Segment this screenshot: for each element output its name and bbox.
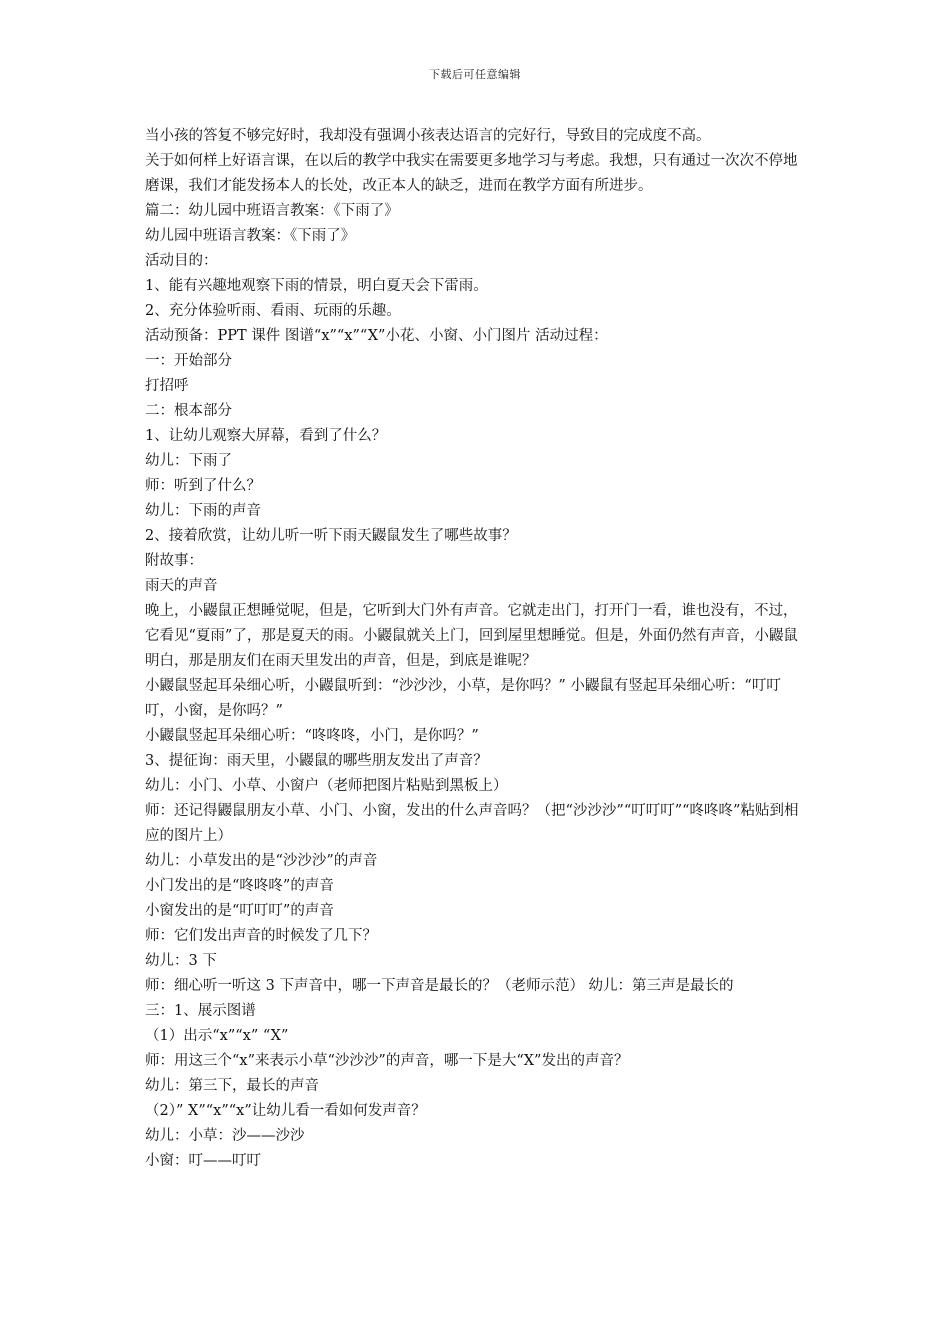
paragraph: 关于如何样上好语言课，在以后的教学中我实在需要更多地学习与考虑。我想，只有通过一次次不停地磨课，我们才能发扬本人的长处，改正本人的缺乏，进而在教学方面有所进步。 <box>145 153 798 194</box>
story-paragraph: 晚上，小鼹鼠正想睡觉呢，但是，它听到大门外有声音。它就走出门，打开门一看，谁也没有，不过，它看见“夏雨”了，那是夏天的雨。小鼹鼠就关上门，回到屋里想睡觉。但是，外面仍然有声音，小鼹鼠明白，那是朋友们在雨天里发出的声音，但是，到底是谁呢？ <box>145 603 798 669</box>
paragraph: 打招呼 <box>145 378 189 394</box>
document-body <box>145 124 807 1174</box>
dialogue-line: 幼儿：下雨的声音 <box>145 503 261 519</box>
step-item: （2）” X”“x”“x”让幼儿看一看如何发声音？ <box>145 1103 426 1119</box>
dialogue-line: 幼儿：小草发出的是“沙沙沙”的声音 <box>145 853 378 869</box>
part-heading: 一：开始部分 <box>145 353 232 369</box>
lesson-title: 幼儿园中班语言教案：《下雨了》 <box>145 228 356 244</box>
dialogue-line: 师：听到了什么？ <box>145 478 261 494</box>
step-item: 1、让幼儿观察大屏幕，看到了什么？ <box>145 428 387 444</box>
paragraph: 附故事： <box>145 553 203 569</box>
paragraph: 当小孩的答复不够完好时，我却没有强调小孩表达语言的完好行，导致目的完成度不高。 <box>145 128 711 144</box>
dialogue-line: 小门发出的是“咚咚咚”的声音 <box>145 878 334 894</box>
part-heading: 二：根本部分 <box>145 403 232 419</box>
part-heading: 三：1、展示图谱 <box>145 1003 256 1019</box>
step-item: 2、接着欣赏，让幼儿听一听下雨天鼹鼠发生了哪些故事？ <box>145 528 517 544</box>
page-header: 下载后可任意编辑 <box>429 68 521 81</box>
dialogue-line: 师：用这三个“x”来表示小草“沙沙沙”的声音，哪一下是大“X”发出的声音？ <box>145 1053 629 1069</box>
story-paragraph: 小鼹鼠竖起耳朵细心听：“咚咚咚，小门，是你吗？” <box>145 728 479 744</box>
dialogue-line: 师：还记得鼹鼠朋友小草、小门、小窗，发出的什么声音吗？（把“沙沙沙”“叮叮叮”“咚咚咚”粘贴到相应的图片上） <box>145 803 799 844</box>
dialogue-line: 师：细心听一听这 3 下声音中，哪一下声音是最长的？（老师示范） 幼儿：第三声是最长的 <box>145 978 734 994</box>
step-item: 3、提征询：雨天里，小鼹鼠的哪些朋友发出了声音？ <box>145 753 488 769</box>
dialogue-line: 小窗发出的是“叮叮叮”的声音 <box>145 903 334 919</box>
preparation-line: 活动预备：PPT 课件 图谱“x”“x”“X”小花、小窗、小门图片 活动过程： <box>145 328 608 344</box>
step-item: （1）出示“x”“x” “X” <box>145 1028 289 1044</box>
objective-item: 1、能有兴趣地观察下雨的情景，明白夏天会下雷雨。 <box>145 278 488 294</box>
dialogue-line: 幼儿：3 下 <box>145 953 217 969</box>
dialogue-line: 师：它们发出声音的时候发了几下？ <box>145 928 377 944</box>
dialogue-line: 小窗：叮——叮叮 <box>145 1153 261 1169</box>
dialogue-line: 幼儿：小草：沙——沙沙 <box>145 1128 305 1144</box>
dialogue-line: 幼儿：下雨了 <box>145 453 232 469</box>
story-title: 雨天的声音 <box>145 578 218 594</box>
objective-item: 2、充分体验听雨、看雨、玩雨的乐趣。 <box>145 303 401 319</box>
objectives-heading: 活动目的： <box>145 253 218 269</box>
dialogue-line: 幼儿：第三下，最长的声音 <box>145 1078 319 1094</box>
section-title: 篇二：幼儿园中班语言教案：《下雨了》 <box>145 203 399 219</box>
story-paragraph: 小鼹鼠竖起耳朵细心听，小鼹鼠听到：“沙沙沙，小草，是你吗？” 小鼹鼠有竖起耳朵细心听：“叮叮叮，小窗，是你吗？” <box>145 678 781 719</box>
dialogue-line: 幼儿：小门、小草、小窗户（老师把图片粘贴到黑板上） <box>145 778 508 794</box>
